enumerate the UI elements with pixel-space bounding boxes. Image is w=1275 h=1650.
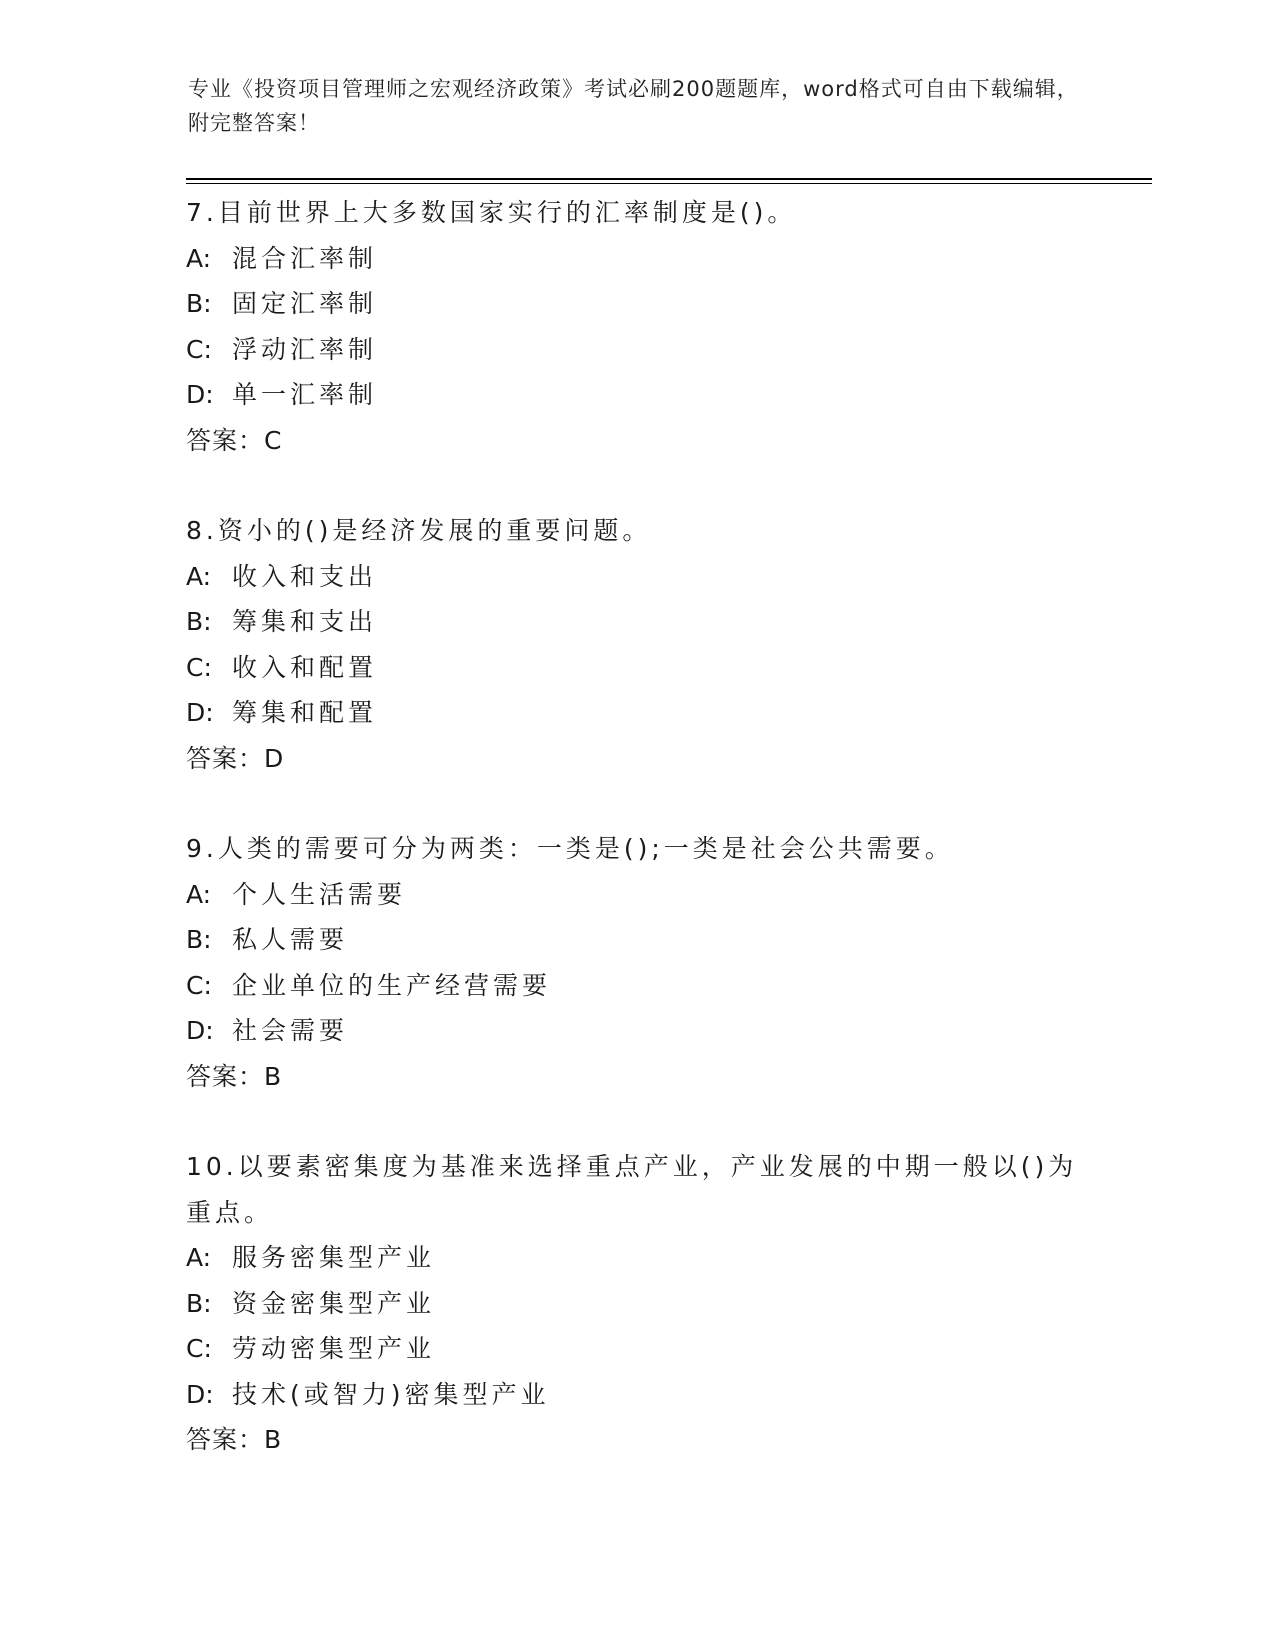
question-stem: 9.人类的需要可分为两类：一类是();一类是社会公共需要。 [186, 834, 954, 863]
option-letter: D: [186, 1016, 214, 1045]
option-text: 资金密集型产业 [232, 1288, 436, 1318]
option-letter: C: [186, 334, 212, 364]
option-c [186, 1326, 1086, 1372]
option-text: 浮动汇率制 [232, 334, 378, 364]
option-letter: A: [186, 561, 212, 591]
option-a [186, 872, 1086, 918]
question-stem: 8.资小的()是经济发展的重要问题。 [186, 516, 652, 545]
option-b [186, 281, 1086, 327]
option-text: 筹集和支出 [232, 607, 378, 636]
option-letter: D: [186, 698, 214, 727]
option-text: 企业单位的生产经营需要 [232, 970, 552, 1000]
option-letter: B: [186, 289, 212, 318]
option-d [186, 372, 1086, 418]
answer-line: 答案：C [186, 425, 283, 455]
question-item [186, 826, 1086, 1099]
option-text: 收入和配置 [232, 652, 378, 682]
option-letter: A: [186, 243, 212, 273]
option-letter: A: [186, 879, 212, 909]
option-b [186, 917, 1086, 963]
option-text: 单一汇率制 [232, 380, 378, 409]
option-letter: C: [186, 970, 212, 1000]
question-item [186, 190, 1086, 463]
option-letter: B: [186, 607, 212, 636]
option-letter: B: [186, 1288, 212, 1318]
answer-line: 答案：D [186, 743, 285, 773]
option-text: 固定汇率制 [232, 289, 378, 318]
option-letter: B: [186, 925, 212, 954]
header-divider-thin [186, 183, 1152, 184]
option-letter: D: [186, 1379, 214, 1409]
option-text: 技术(或智力)密集型产业 [232, 1379, 550, 1409]
option-a [186, 1235, 1086, 1281]
answer-line: 答案：B [186, 1061, 283, 1091]
option-text: 私人需要 [232, 925, 349, 954]
option-letter: C: [186, 652, 212, 682]
option-b [186, 1281, 1086, 1327]
option-text: 劳动密集型产业 [232, 1334, 436, 1363]
option-d [186, 690, 1086, 736]
option-c [186, 645, 1086, 691]
question-item [186, 1144, 1086, 1463]
document-header: 专业《投资项目管理师之宏观经济政策》考试必刷200题题库，word格式可自由下载编辑，附完整答案！ [188, 77, 1079, 135]
option-letter: D: [186, 380, 214, 409]
option-c [186, 963, 1086, 1009]
option-b [186, 599, 1086, 645]
option-text: 个人生活需要 [232, 879, 407, 909]
question-stem: 10.以要素密集度为基准来选择重点产业，产业发展的中期一般以()为重点。 [186, 1152, 1078, 1227]
option-text: 服务密集型产业 [232, 1243, 436, 1272]
option-a [186, 554, 1086, 600]
option-text: 收入和支出 [232, 561, 378, 591]
option-a [186, 236, 1086, 282]
option-text: 混合汇率制 [232, 243, 378, 273]
option-c [186, 327, 1086, 373]
option-letter: C: [186, 1334, 212, 1363]
option-text: 社会需要 [232, 1016, 349, 1045]
option-d [186, 1372, 1086, 1418]
option-letter: A: [186, 1243, 212, 1272]
question-list [186, 190, 1086, 1508]
header-divider-thick [186, 178, 1152, 180]
question-item [186, 508, 1086, 781]
option-d [186, 1008, 1086, 1054]
question-stem: 7.目前世界上大多数国家实行的汇率制度是()。 [186, 198, 797, 227]
answer-line: 答案：B [186, 1425, 283, 1454]
option-text: 筹集和配置 [232, 698, 378, 727]
